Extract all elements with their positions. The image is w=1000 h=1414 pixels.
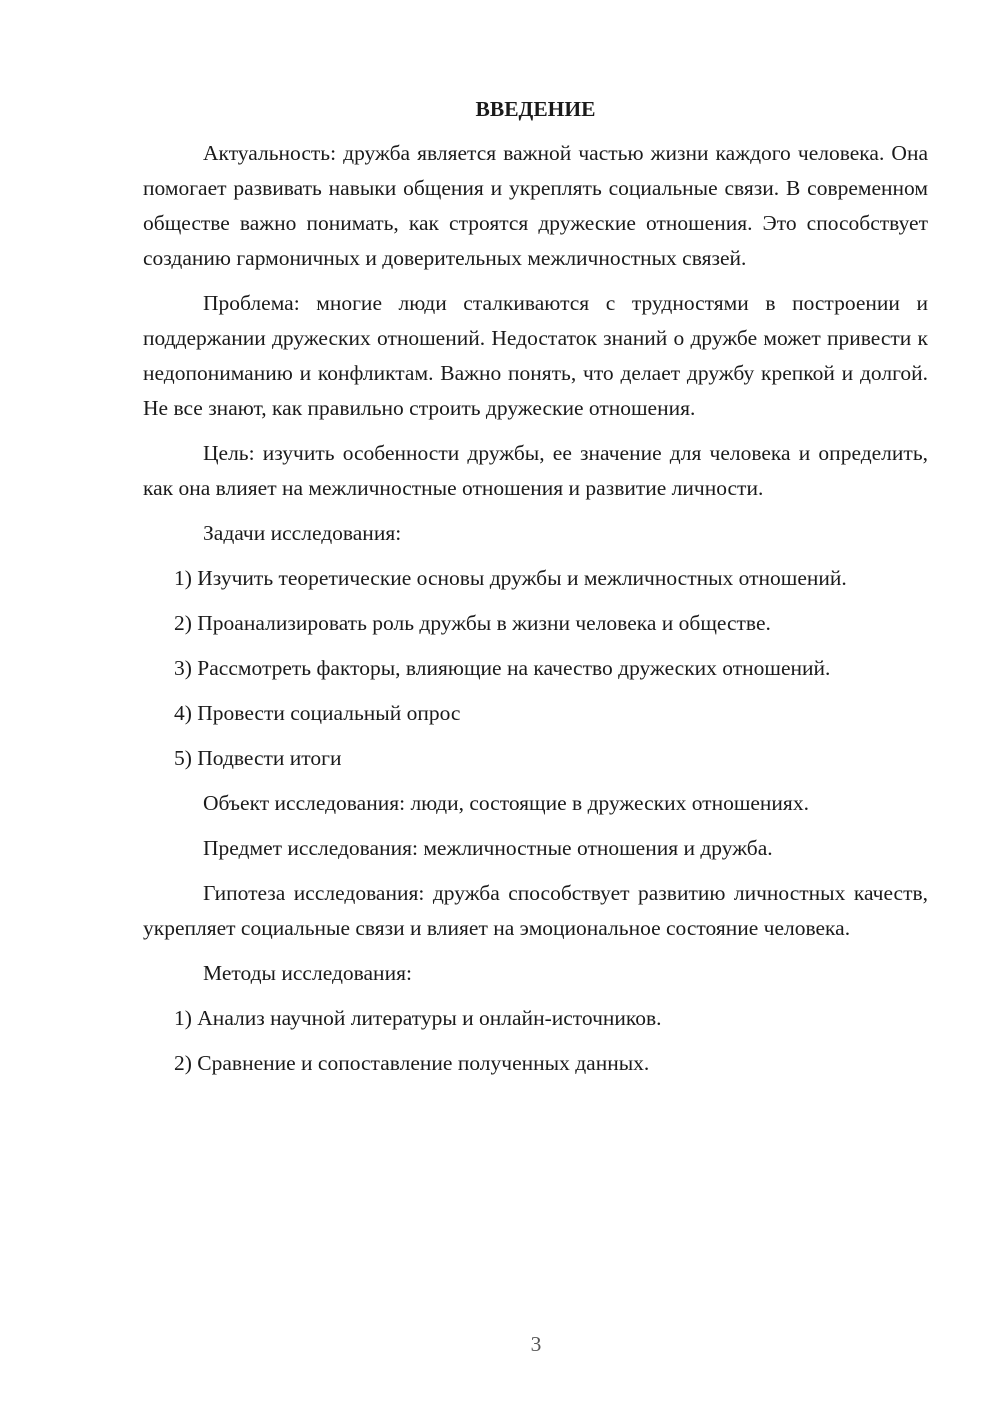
task-item-5: 5) Подвести итоги	[174, 746, 342, 770]
methods-heading: Методы исследования:	[203, 961, 412, 985]
goal-paragraph: Цель: изучить особенности дружбы, ее значение для человека и определить, как она влияет на межличностные отношения и развитие личности.	[143, 441, 928, 500]
problem-paragraph: Проблема: многие люди сталкиваются с трудностями в построении и поддержании дружеских отношений. Недостаток знаний о дружбе может привести к недопониманию и конфликтам. Важно понять, что делает дружбу крепкой и долгой. Не все знают, как правильно строить дружеские отношения.	[143, 291, 928, 420]
hypothesis-paragraph: Гипотеза исследования: дружба способствует развитию личностных качеств, укрепляет социальные связи и влияет на эмоциональное состояние человека.	[143, 881, 928, 940]
task-item-1: 1) Изучить теоретические основы дружбы и межличностных отношений.	[174, 566, 847, 590]
page-title: ВВЕДЕНИЕ	[475, 97, 596, 121]
method-item-1: 1) Анализ научной литературы и онлайн-источников.	[174, 1006, 662, 1030]
document-page	[143, 92, 928, 1091]
task-item-3: 3) Рассмотреть факторы, влияющие на качество дружеских отношений.	[174, 656, 831, 680]
task-item-4: 4) Провести социальный опрос	[174, 701, 461, 725]
task-item-2: 2) Проанализировать роль дружбы в жизни человека и обществе.	[174, 611, 771, 635]
relevance-paragraph: Актуальность: дружба является важной частью жизни каждого человека. Она помогает развивать навыки общения и укреплять социальные связи. В современном обществе важно понимать, как строятся дружеские отношения. Это способствует созданию гармоничных и доверительных межличностных связей.	[143, 141, 928, 270]
tasks-heading: Задачи исследования:	[203, 521, 402, 545]
object-paragraph: Объект исследования: люди, состоящие в дружеских отношениях.	[203, 791, 809, 815]
subject-paragraph: Предмет исследования: межличностные отношения и дружба.	[203, 836, 773, 860]
page-number: 3	[530, 1332, 542, 1356]
method-item-2: 2) Сравнение и сопоставление полученных данных.	[174, 1051, 650, 1075]
